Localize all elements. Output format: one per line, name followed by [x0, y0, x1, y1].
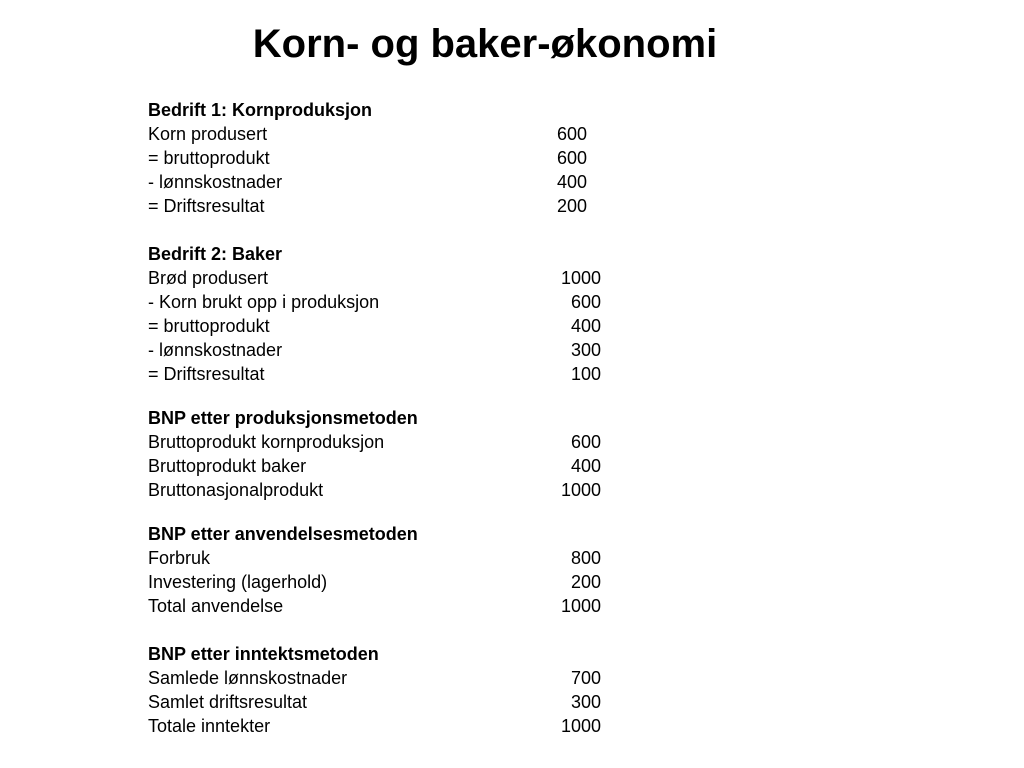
row-label: = Driftsresultat [148, 364, 265, 384]
row-value: 200 [557, 196, 588, 216]
section-heading-label: Bedrift 2: Baker [148, 244, 283, 264]
row-value: 600 [557, 124, 588, 144]
row-label: Totale inntekter [148, 716, 271, 736]
row-label: Total anvendelse [148, 596, 284, 616]
section-heading-label: Bedrift 1: Kornproduksjon [148, 100, 372, 120]
row-value: 600 [570, 292, 601, 312]
row-label: Investering (lagerhold) [148, 572, 328, 592]
section-heading-label: BNP etter anvendelsesmetoden [148, 524, 418, 544]
row-label: Samlet driftsresultat [148, 692, 308, 712]
section-heading-label: BNP etter produksjonsmetoden [148, 408, 418, 428]
row-value: 1000 [560, 716, 601, 736]
row-label: = Driftsresultat [148, 196, 265, 216]
row-value: 400 [570, 456, 601, 476]
row-label: Bruttonasjonalprodukt [148, 480, 324, 500]
row-label: - lønnskostnader [148, 340, 283, 360]
row-label: = bruttoprodukt [148, 316, 270, 336]
row-label: Brød produsert [148, 268, 269, 288]
row-label: - Korn brukt opp i produksjon [148, 292, 380, 312]
row-value: 100 [570, 364, 601, 384]
row-label: = bruttoprodukt [148, 148, 270, 168]
row-value: 700 [570, 668, 601, 688]
row-value: 300 [570, 692, 601, 712]
row-value: 1000 [560, 480, 601, 500]
row-value: 200 [570, 572, 601, 592]
section-heading-label: BNP etter inntektsmetoden [148, 644, 379, 664]
row-value: 600 [570, 432, 601, 452]
row-label: Samlede lønnskostnader [148, 668, 348, 688]
row-label: Bruttoprodukt kornproduksjon [148, 432, 385, 452]
page-title: Korn- og baker-økonomi [252, 22, 718, 66]
row-label: - lønnskostnader [148, 172, 283, 192]
row-value: 600 [557, 148, 588, 168]
row-value: 800 [570, 548, 601, 568]
row-label: Forbruk [148, 548, 211, 568]
row-value: 400 [570, 316, 601, 336]
row-label: Korn produsert [148, 124, 268, 144]
row-value: 1000 [560, 268, 601, 288]
row-label: Bruttoprodukt baker [148, 456, 307, 476]
row-value: 300 [570, 340, 601, 360]
row-value: 1000 [560, 596, 601, 616]
row-value: 400 [557, 172, 588, 192]
